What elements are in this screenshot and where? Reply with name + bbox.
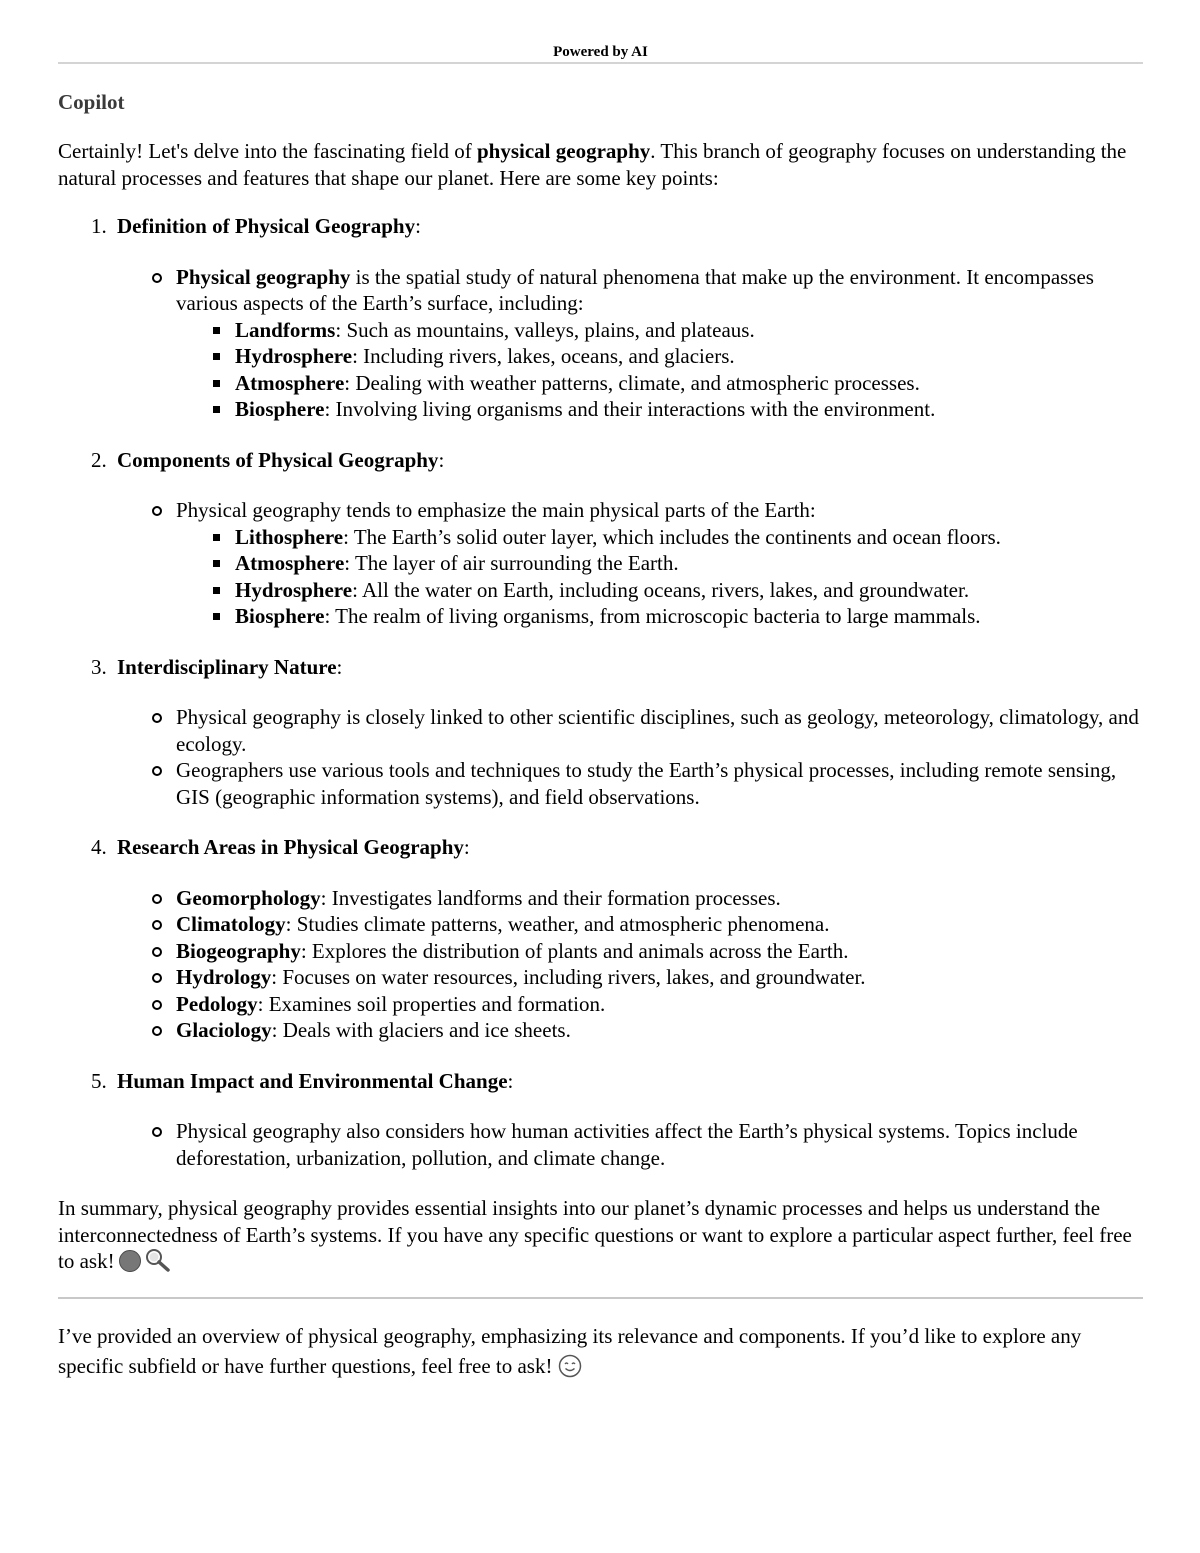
sub-bullet-item (235, 396, 1143, 423)
intro-paragraph (58, 138, 1143, 191)
bullet-item (176, 938, 1143, 965)
bullet-term: Glaciology (176, 1018, 272, 1042)
bullet-term: Physical geography (176, 264, 351, 289)
sub-bullet-text: : The realm of living organisms, from microscopic bacteria to large mammals. (324, 604, 981, 628)
section-number: 4. (91, 835, 107, 859)
section-divider (58, 1297, 1143, 1299)
sub-bullet-item (235, 317, 1143, 344)
intro-text-after: . This branch of geography focuses on understanding the natural processes and features that shape our planet. Here are some key points: (58, 139, 1127, 190)
section-title-wrap (91, 448, 444, 472)
summary-text: In summary, physical geography provides essential insights into our planet’s dynamic processes and helps us understand the interconnectedness of Earth’s systems. If you have any specific questions or want to explore a particular aspect further, feel free to ask! (58, 1196, 1132, 1273)
section-item (58, 834, 1143, 1044)
sub-bullet-item (235, 524, 1143, 551)
section-title: Components of Physical Geography (117, 447, 439, 472)
sub-bullet-item (235, 343, 1143, 370)
bullet-text: Physical geography also considers how human activities affect the Earth’s physical systems. Topics include deforestation, urbanization, pollution, and climate change. (176, 1119, 1078, 1170)
summary-paragraph (58, 1195, 1143, 1279)
bullet-list (58, 497, 1143, 630)
globe-icon (119, 1250, 141, 1272)
bullet-item (176, 264, 1143, 423)
sub-bullet-term: Atmosphere (235, 370, 345, 395)
page-header: Powered by AI (553, 44, 648, 60)
bullet-item (176, 1017, 1143, 1044)
section-title: Research Areas in Physical Geography (117, 835, 464, 859)
sections-list (58, 213, 1143, 1171)
section-title-wrap (91, 835, 470, 859)
circle-bullet-icon (152, 713, 162, 723)
circle-bullet-icon (152, 1026, 162, 1036)
sub-bullet-text: : The Earth’s solid outer layer, which includes the continents and ocean floors. (343, 524, 1001, 549)
circle-bullet-icon (152, 1127, 162, 1137)
bullet-list (58, 885, 1143, 1044)
section-heading (58, 1068, 1143, 1095)
intro-bold-term: physical geography (477, 139, 651, 163)
section-heading (58, 654, 1143, 681)
bullet-term: Hydrology (176, 965, 272, 989)
section-title-colon: : (336, 654, 343, 679)
section-title-wrap (91, 1069, 513, 1093)
sub-bullet-item (235, 550, 1143, 577)
section-title: Human Impact and Environmental Change (117, 1068, 508, 1093)
sub-bullet-term: Biosphere (235, 397, 325, 421)
circle-bullet-icon (152, 947, 162, 957)
section-heading (58, 213, 1143, 240)
section-item (58, 1068, 1143, 1172)
section-title-colon: : (415, 214, 421, 238)
sub-bullet-text: : Including rivers, lakes, oceans, and glaciers. (352, 344, 735, 368)
sub-bullet-term: Landforms (235, 317, 336, 342)
circle-bullet-icon (152, 920, 162, 930)
section-heading (58, 834, 1143, 861)
square-bullet-icon (213, 613, 220, 620)
sub-bullet-term: Hydrosphere (235, 344, 353, 368)
bullet-term: Climatology (176, 912, 286, 936)
section-heading (58, 447, 1143, 474)
bullet-item (176, 964, 1143, 991)
bullet-text: : Investigates landforms and their formation processes. (320, 885, 781, 910)
document-page (58, 0, 1143, 1386)
intro-text-before: Certainly! Let's delve into the fascinating field of (58, 139, 477, 163)
section-item (58, 213, 1143, 423)
sub-bullet-term: Hydrosphere (235, 577, 353, 602)
sub-bullet-text: : Involving living organisms and their interactions with the environment. (324, 397, 936, 421)
closing-paragraph (58, 1321, 1143, 1386)
header-divider (58, 62, 1143, 64)
bullet-item (176, 1118, 1143, 1171)
sub-bullet-item (235, 603, 1143, 630)
sub-bullet-term: Biosphere (235, 604, 325, 628)
bullet-item (176, 757, 1143, 810)
section-item (58, 447, 1143, 630)
section-title-colon: : (438, 447, 445, 472)
bullet-item (176, 885, 1143, 912)
sub-bullet-term: Atmosphere (235, 551, 345, 575)
sub-bullet-text: : The layer of air surrounding the Earth. (344, 551, 679, 575)
section-number: 3. (91, 654, 107, 679)
bullet-list (58, 264, 1143, 423)
sub-bullet-text: : All the water on Earth, including oceans, rivers, lakes, and groundwater. (352, 577, 970, 602)
page-title: Copilot (58, 90, 125, 114)
section-number: 5. (91, 1068, 107, 1093)
section-title: Definition of Physical Geography (117, 214, 416, 238)
bullet-text: Physical geography tends to emphasize the main physical parts of the Earth: (176, 498, 816, 522)
section-title-wrap (91, 214, 421, 238)
circle-bullet-icon (152, 973, 162, 983)
sub-bullet-list (176, 524, 1143, 630)
square-bullet-icon (213, 353, 220, 360)
square-bullet-icon (213, 380, 220, 387)
circle-bullet-icon (152, 273, 162, 283)
sub-bullet-text: : Such as mountains, valleys, plains, and plateaus. (335, 317, 755, 342)
square-bullet-icon (213, 560, 220, 567)
bullet-text: is the spatial study of natural phenomena that make up the environment. It encompasses various aspects of the Earth’s surface, including: (176, 264, 1094, 315)
section-number: 2. (91, 447, 107, 472)
bullet-item (176, 991, 1143, 1018)
bullet-term: Geomorphology (176, 885, 321, 910)
section-title-colon: : (507, 1068, 514, 1093)
bullet-text: : Examines soil properties and formation. (257, 991, 606, 1016)
bullet-item (176, 497, 1143, 630)
bullet-text: : Deals with glaciers and ice sheets. (271, 1018, 571, 1042)
circle-bullet-icon (152, 1000, 162, 1010)
bullet-term: Biogeography (176, 938, 301, 963)
section-title-wrap (91, 655, 342, 679)
bullet-item (176, 911, 1143, 938)
bullet-list (58, 1118, 1143, 1171)
sub-bullet-term: Lithosphere (235, 524, 344, 549)
square-bullet-icon (213, 534, 220, 541)
bullet-list (58, 704, 1143, 810)
sub-bullet-item (235, 370, 1143, 397)
section-title: Interdisciplinary Nature (117, 654, 337, 679)
bullet-term: Pedology (176, 991, 258, 1016)
square-bullet-icon (213, 587, 220, 594)
square-bullet-icon (213, 327, 220, 334)
sub-bullet-list (176, 317, 1143, 423)
bullet-text: : Explores the distribution of plants and animals across the Earth. (300, 938, 849, 963)
closing-text: I’ve provided an overview of physical geography, emphasizing its relevance and components. If you’d like to explore any specific subfield or have further questions, feel free to ask! (58, 1323, 1082, 1378)
bullet-text: : Studies climate patterns, weather, and atmospheric phenomena. (285, 912, 830, 936)
bullet-text: : Focuses on water resources, including rivers, lakes, and groundwater. (271, 965, 866, 989)
section-number: 1. (91, 214, 107, 238)
section-title-colon: : (463, 835, 470, 859)
bullet-item (176, 704, 1143, 757)
magnifier-icon (145, 1248, 171, 1279)
bullet-text: Physical geography is closely linked to other scientific disciplines, such as geology, meteorology, climatology, and ecology. (176, 705, 1139, 756)
smiley-icon (558, 1354, 582, 1386)
sub-bullet-text: : Dealing with weather patterns, climate, and atmospheric processes. (344, 370, 920, 395)
circle-bullet-icon (152, 506, 162, 516)
section-item (58, 654, 1143, 811)
sub-bullet-item (235, 577, 1143, 604)
circle-bullet-icon (152, 766, 162, 776)
circle-bullet-icon (152, 894, 162, 904)
bullet-text: Geographers use various tools and techniques to study the Earth’s physical processes, including remote sensing, GIS (geographic information systems), and field observations. (176, 758, 1117, 809)
square-bullet-icon (213, 406, 220, 413)
